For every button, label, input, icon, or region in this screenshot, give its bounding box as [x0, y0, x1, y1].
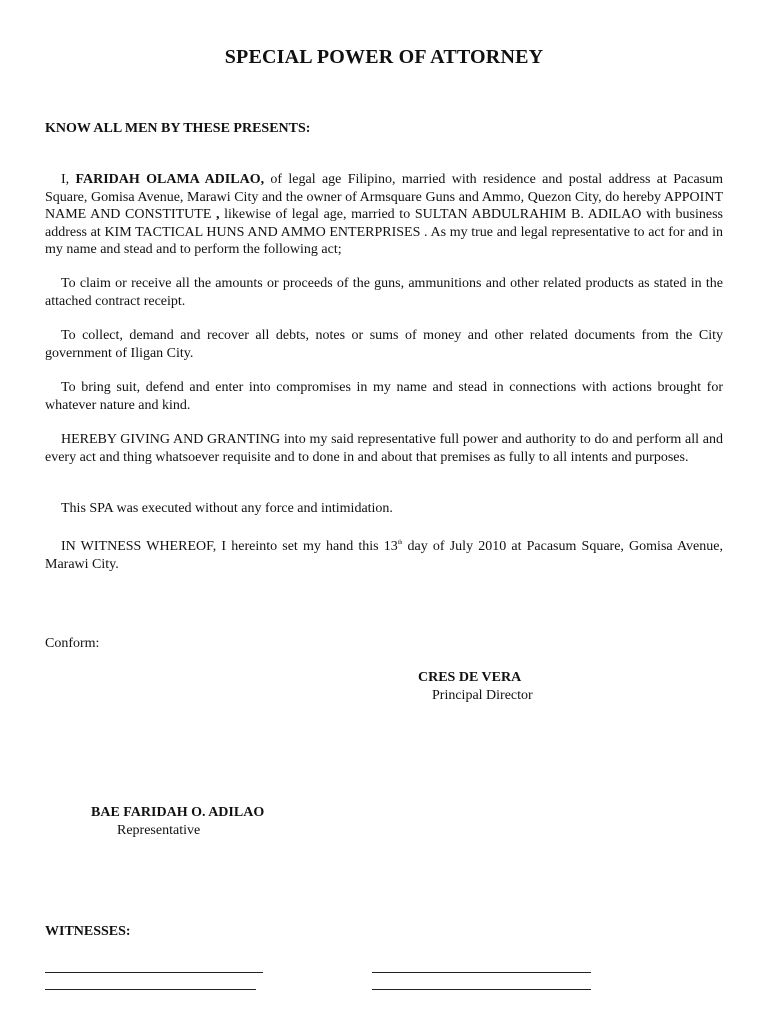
signatory-1-title: Principal Director [432, 688, 533, 703]
witness-line-right-1 [372, 972, 591, 973]
p1-text1: of legal age Filipino, married with residence and postal address at Pacasum Square, Gomisa Avenue, Marawi City and the owner of Armsquare Guns and Ammo, Quezon City, do hereby APPOINT NAME AND CONSTITUTE [45, 172, 723, 222]
signatory-1-name: CRES DE VERA [418, 670, 522, 685]
ordinal-suffix: th [397, 540, 403, 546]
p1-text2: likewise of legal age, married to SULTAN ABDULRAHIM B. ADILAO with business address at KIM TACTICAL HUNS AND AMMO ENTERPRISES . As my true and legal representative to act for and in my name and stead and to perform the following act; [45, 207, 723, 257]
paragraph-collect: To collect, demand and recover all debts, notes or sums of money and other related documents from the City government of Iligan City. [45, 328, 723, 361]
witness-line-left-1 [45, 972, 263, 973]
principal-name: FARIDAH OLAMA ADILAO, [75, 172, 265, 187]
paragraph-suit: To bring suit, defend and enter into compromises in my name and stead in connections with actions brought for whatever nature and kind. [45, 380, 723, 413]
p7-pre: IN WITNESS WHEREOF, I hereinto set my hand this 13 [61, 539, 398, 554]
paragraph-appointment [45, 171, 723, 259]
p1-pre: I, [61, 172, 76, 187]
paragraph-executed: This SPA was executed without any force and intimidation. [61, 501, 393, 516]
witness-line-left-2 [45, 989, 256, 990]
paragraph-witness-whereof [45, 535, 723, 573]
signatory-2-title: Representative [117, 823, 201, 838]
conform-label: Conform: [45, 636, 100, 651]
document-title: SPECIAL POWER OF ATTORNEY [224, 46, 544, 68]
witness-line-right-2 [372, 989, 591, 990]
p7-post: day of July 2010 at Pacasum Square, Gomisa Avenue, Marawi City. [45, 539, 723, 572]
paragraph-granting: HEREBY GIVING AND GRANTING into my said representative full power and authority to do and perform all and every act and thing whatsoever requisite and to done in and about that premises as fully to all intents and purposes. [45, 432, 723, 465]
witnesses-heading: WITNESSES: [45, 924, 131, 939]
paragraph-claim: To claim or receive all the amounts or proceeds of the guns, ammunitions and other related products as stated in the attached contract receipt. [45, 276, 723, 309]
opening-heading: KNOW ALL MEN BY THESE PRESENTS: [45, 121, 311, 136]
p1-comma: , [216, 207, 220, 222]
signatory-2-name: BAE FARIDAH O. ADILAO [91, 805, 265, 820]
